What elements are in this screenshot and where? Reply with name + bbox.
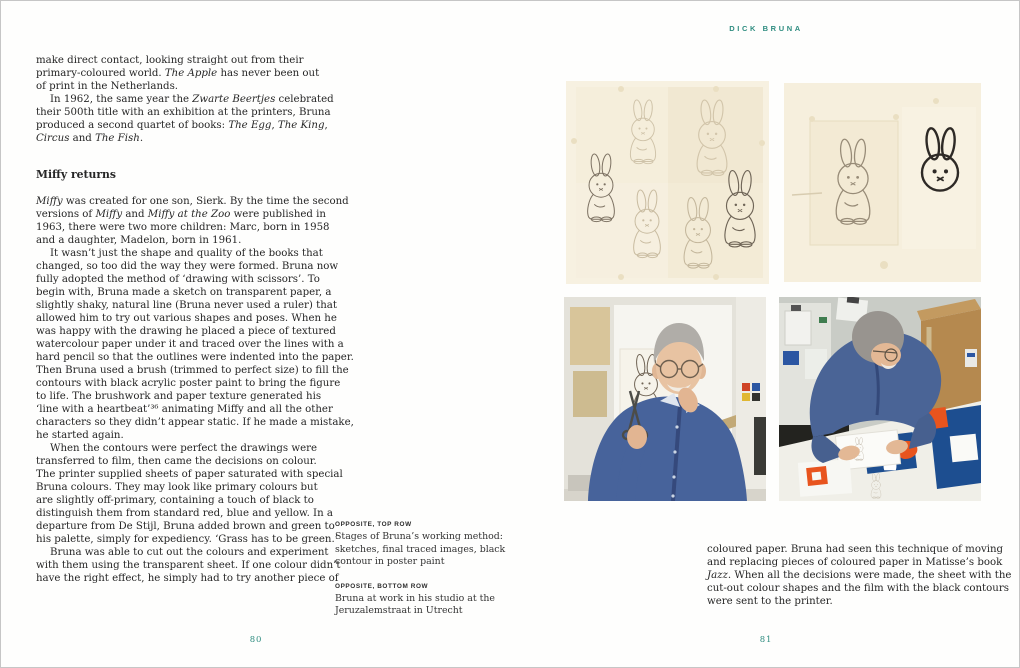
caption-bottom-row	[335, 581, 500, 618]
text-line: are slightly off-primary, containing a touch of black to	[36, 495, 314, 506]
right-page	[511, 1, 1020, 667]
text-line: characters so they didn’t appear static. If he made a mistake,	[36, 417, 354, 428]
text-line: make direct contact, looking straight out from their	[36, 55, 304, 66]
paragraph	[36, 93, 506, 145]
text-line: When the contours were perfect the drawings were	[50, 443, 318, 454]
paragraph	[36, 54, 506, 93]
text-line: Bruna colours. They may look like primary colours but	[36, 482, 318, 493]
caption-line: sketches, final traced images, black	[335, 543, 506, 555]
text-line: to life. The brushwork and paper texture generated his	[36, 391, 322, 402]
text-line: have the right effect, he simply had to try another piece of	[36, 573, 339, 584]
photo-bruna-worktable	[779, 297, 981, 501]
page-number-left: 80	[249, 635, 263, 645]
caption-label: OPPOSITE, TOP ROW	[335, 521, 412, 528]
text-line: with them using the transparent sheet. If one colour didn’t	[36, 560, 341, 571]
text-line: slightly shaky, natural line (Bruna never used a ruler) that	[36, 300, 337, 311]
text-line: versions of Miffy and Miffy at the Zoo were published in	[36, 209, 326, 220]
caption-label: OPPOSITE, BOTTOM ROW	[335, 582, 429, 590]
page-number-right: 81	[759, 635, 773, 645]
text-line: transferred to film, then came the decisions on colour.	[36, 456, 317, 467]
text-line: watercolour paper under it and traced over the lines with a	[36, 339, 344, 350]
text-line: hard pencil so that the outlines were indented into the paper.	[36, 352, 354, 363]
text-line: their 500th title with an exhibition at the printers, Bruna	[36, 107, 331, 118]
caption-line: contour in poster paint	[335, 556, 445, 568]
text-line: he started again.	[36, 430, 124, 441]
figure-miffy-sketches	[566, 81, 769, 284]
text-line: departure from De Stijl, Bruna added brown and green to	[36, 521, 335, 532]
text-line: Circus and The Fish.	[36, 133, 144, 144]
text-line: and replacing pieces of coloured paper in Matisse’s book	[707, 557, 1003, 568]
text-line: distinguish them from standard red, blue and yellow. In a	[36, 508, 333, 519]
text-line: contours with black acrylic poster paint to bring the figure	[36, 378, 341, 389]
text-line: Bruna was able to cut out the colours and experiment	[50, 547, 329, 558]
text-line: of print in the Netherlands.	[36, 81, 179, 92]
figure-captions	[335, 519, 506, 618]
text-line: his palette, simply for expediency. ‘Grass has to be green.’	[36, 534, 338, 545]
photo-bruna-scissors	[564, 297, 766, 501]
text-line: changed, so too did the way they were formed. Bruna now	[36, 261, 339, 272]
caption-text	[335, 593, 500, 618]
section-heading: Miffy returns	[36, 168, 116, 181]
text-line: and a daughter, Madelon, born in 1961.	[36, 235, 242, 246]
body-text-column	[36, 54, 506, 585]
text-line: Then Bruna used a brush (trimmed to perfect size) to fill the	[36, 365, 349, 376]
left-page	[1, 1, 511, 667]
running-header: DICK BRUNA	[729, 24, 803, 33]
text-line: allowed him to try out various shapes and poses. When he	[36, 313, 337, 324]
text-line: It wasn’t just the shape and quality of the books that	[50, 248, 323, 259]
caption-top-row	[335, 519, 506, 569]
caption-line: Stages of Bruna’s working method:	[335, 531, 503, 542]
text-line: ‘line with a heartbeat’³⁶ animating Miffy and all the other	[36, 404, 333, 415]
body-text-column	[707, 543, 1012, 608]
caption-text	[335, 531, 506, 569]
text-line: produced a second quartet of books: The Egg, The King,	[36, 120, 328, 131]
text-line: cut-out colour shapes and the film with the black contours	[707, 583, 1009, 594]
text-line: Miffy was created for one son, Sierk. By the time the second	[36, 196, 349, 207]
paragraph	[36, 195, 506, 247]
text-line: Jazz. When all the decisions were made, the sheet with the	[707, 570, 1012, 581]
text-line: 1963, there were two more children: Marc, born in 1958	[36, 222, 330, 233]
text-line: begin with, Bruna made a sketch on transparent paper, a	[36, 287, 332, 298]
caption-line: Bruna at work in his studio at the	[335, 592, 495, 604]
figure-traced-and-contour	[784, 83, 981, 282]
text-line: primary-coloured world. The Apple has never been out	[36, 68, 320, 79]
paragraph	[707, 543, 1012, 608]
caption-line: Jeruzalemstraat in Utrecht	[335, 605, 463, 617]
text-line: was happy with the drawing he placed a piece of textured	[36, 326, 336, 337]
paragraph	[36, 247, 506, 442]
text-line: were sent to the printer.	[707, 596, 833, 607]
text-line: In 1962, the same year the Zwarte Beertjes celebrated	[50, 94, 334, 105]
text-line: fully adopted the method of ‘drawing with scissors’. To	[36, 274, 320, 285]
text-line: The printer supplied sheets of paper saturated with special	[36, 469, 343, 480]
text-line: coloured paper. Bruna had seen this technique of moving	[707, 544, 1004, 555]
